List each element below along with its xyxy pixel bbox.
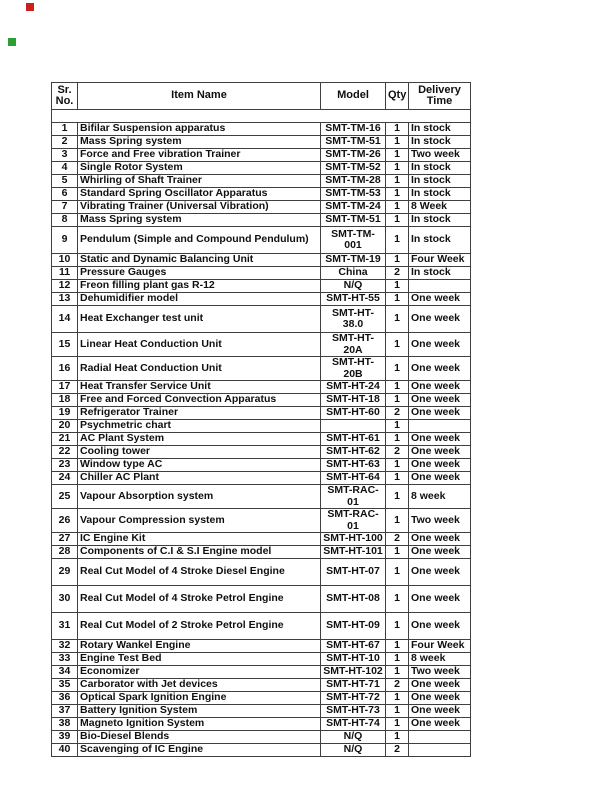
cell-model: SMT-HT-74 [321,718,386,731]
cell-model: SMT-HT-18 [321,394,386,407]
cell-delivery-time: In stock [409,123,471,136]
cell-model: SMT-HT-62 [321,446,386,459]
cell-sr-no: 33 [52,653,78,666]
cell-sr-no: 26 [52,509,78,533]
cell-item-name: Standard Spring Oscillator Apparatus [78,188,321,201]
cell-qty: 1 [386,653,409,666]
cell-model: SMT-RAC-01 [321,509,386,533]
cell-model: N/Q [321,280,386,293]
cell-sr-no: 27 [52,533,78,546]
cell-delivery-time: Four Week [409,640,471,653]
cell-item-name: Radial Heat Conduction Unit [78,357,321,381]
cell-model: China [321,267,386,280]
cell-qty: 1 [386,227,409,254]
cell-qty: 1 [386,485,409,509]
cell-item-name: Vibrating Trainer (Universal Vibration) [78,201,321,214]
table-row [52,407,471,420]
cell-qty: 1 [386,357,409,381]
cell-model: SMT-TM-51 [321,136,386,149]
cell-qty: 1 [386,640,409,653]
cell-sr-no: 8 [52,214,78,227]
table-row [52,640,471,653]
cell-qty: 2 [386,744,409,757]
table-row [52,653,471,666]
cell-delivery-time: In stock [409,227,471,254]
cell-model: SMT-HT-73 [321,705,386,718]
cell-item-name: Vapour Compression system [78,509,321,533]
cell-item-name: Window type AC [78,459,321,472]
table-row [52,136,471,149]
cell-item-name: Real Cut Model of 2 Stroke Petrol Engine [78,613,321,640]
cell-item-name: Optical Spark Ignition Engine [78,692,321,705]
cell-model: SMT-TM-19 [321,254,386,267]
cell-sr-no: 34 [52,666,78,679]
cell-item-name: Scavenging of IC Engine [78,744,321,757]
table-row [52,613,471,640]
cell-qty: 2 [386,533,409,546]
cell-item-name: Heat Transfer Service Unit [78,381,321,394]
cell-qty: 1 [386,731,409,744]
cell-sr-no: 12 [52,280,78,293]
cell-item-name: Magneto Ignition System [78,718,321,731]
cell-sr-no: 10 [52,254,78,267]
green-square-mark [8,38,16,46]
table-row [52,459,471,472]
table-row [52,692,471,705]
cell-model: SMT-HT-101 [321,546,386,559]
cell-delivery-time: One week [409,459,471,472]
cell-delivery-time: In stock [409,136,471,149]
red-square-mark [26,3,34,11]
cell-model: SMT-HT-08 [321,586,386,613]
spacer-row [52,110,471,123]
cell-sr-no: 16 [52,357,78,381]
cell-model: SMT-HT-38.0 [321,306,386,333]
table-row [52,175,471,188]
cell-qty: 1 [386,123,409,136]
cell-delivery-time: One week [409,407,471,420]
table-body [52,123,471,757]
cell-item-name: Real Cut Model of 4 Stroke Diesel Engine [78,559,321,586]
cell-item-name: Freon filling plant gas R-12 [78,280,321,293]
cell-qty: 1 [386,201,409,214]
cell-qty: 1 [386,509,409,533]
cell-qty: 1 [386,306,409,333]
cell-delivery-time: One week [409,394,471,407]
cell-delivery-time: In stock [409,214,471,227]
cell-delivery-time: One week [409,718,471,731]
table-row [52,533,471,546]
cell-item-name: Free and Forced Convection Apparatus [78,394,321,407]
cell-delivery-time: Two week [409,666,471,679]
cell-delivery-time: In stock [409,188,471,201]
cell-sr-no: 25 [52,485,78,509]
cell-model: SMT-HT-07 [321,559,386,586]
cell-delivery-time: One week [409,357,471,381]
cell-qty: 1 [386,162,409,175]
cell-item-name: Pressure Gauges [78,267,321,280]
table-row [52,201,471,214]
table-row [52,381,471,394]
cell-qty: 1 [386,420,409,433]
cell-delivery-time: One week [409,306,471,333]
cell-sr-no: 36 [52,692,78,705]
header-row [52,83,471,110]
cell-model [321,420,386,433]
cell-delivery-time: 8 Week [409,201,471,214]
cell-sr-no: 4 [52,162,78,175]
cell-sr-no: 11 [52,267,78,280]
cell-sr-no: 20 [52,420,78,433]
equipment-table [51,82,471,757]
cell-model: SMT-HT-24 [321,381,386,394]
cell-sr-no: 13 [52,293,78,306]
cell-model: SMT-HT-20A [321,333,386,357]
cell-delivery-time [409,280,471,293]
cell-delivery-time: One week [409,472,471,485]
cell-delivery-time: In stock [409,267,471,280]
cell-qty: 1 [386,666,409,679]
cell-item-name: Components of C.I & S.I Engine model [78,546,321,559]
cell-sr-no: 22 [52,446,78,459]
cell-item-name: Real Cut Model of 4 Stroke Petrol Engine [78,586,321,613]
cell-qty: 1 [386,613,409,640]
cell-delivery-time: One week [409,705,471,718]
cell-qty: 1 [386,394,409,407]
cell-delivery-time [409,731,471,744]
col-header-delivery-time: Delivery Time [409,83,471,110]
cell-delivery-time: In stock [409,175,471,188]
cell-delivery-time: One week [409,586,471,613]
table-row [52,679,471,692]
cell-delivery-time: 8 week [409,485,471,509]
cell-delivery-time: Two week [409,149,471,162]
cell-qty: 1 [386,333,409,357]
cell-qty: 1 [386,472,409,485]
table-row [52,433,471,446]
cell-item-name: Economizer [78,666,321,679]
cell-item-name: Static and Dynamic Balancing Unit [78,254,321,267]
cell-qty: 1 [386,459,409,472]
cell-model: SMT-HT-72 [321,692,386,705]
table-row [52,705,471,718]
cell-item-name: Mass Spring system [78,136,321,149]
cell-sr-no: 2 [52,136,78,149]
cell-qty: 1 [386,136,409,149]
table-row [52,731,471,744]
spacer-cell [52,110,471,123]
cell-model: SMT-HT-100 [321,533,386,546]
cell-sr-no: 18 [52,394,78,407]
cell-qty: 1 [386,280,409,293]
cell-qty: 1 [386,175,409,188]
cell-qty: 1 [386,293,409,306]
cell-item-name: Engine Test Bed [78,653,321,666]
table-row [52,214,471,227]
cell-model: N/Q [321,744,386,757]
cell-sr-no: 3 [52,149,78,162]
cell-item-name: Force and Free vibration Trainer [78,149,321,162]
table-row [52,333,471,357]
cell-qty: 1 [386,381,409,394]
cell-delivery-time: In stock [409,162,471,175]
cell-delivery-time: One week [409,613,471,640]
cell-item-name: Refrigerator Trainer [78,407,321,420]
cell-sr-no: 21 [52,433,78,446]
cell-delivery-time: One week [409,333,471,357]
cell-model: SMT-HT-61 [321,433,386,446]
cell-sr-no: 5 [52,175,78,188]
cell-model: SMT-HT-09 [321,613,386,640]
cell-sr-no: 15 [52,333,78,357]
cell-delivery-time: One week [409,433,471,446]
cell-item-name: AC Plant System [78,433,321,446]
cell-model: SMT-HT-10 [321,653,386,666]
cell-model: SMT-TM-16 [321,123,386,136]
cell-qty: 1 [386,546,409,559]
cell-item-name: Linear Heat Conduction Unit [78,333,321,357]
cell-item-name: Battery Ignition System [78,705,321,718]
cell-model: SMT-TM-24 [321,201,386,214]
cell-model: SMT-TM-53 [321,188,386,201]
table-row [52,306,471,333]
cell-sr-no: 35 [52,679,78,692]
cell-sr-no: 1 [52,123,78,136]
table-row [52,394,471,407]
cell-sr-no: 19 [52,407,78,420]
table-row [52,420,471,433]
cell-sr-no: 31 [52,613,78,640]
cell-delivery-time: One week [409,692,471,705]
cell-item-name: Bio-Diesel Blends [78,731,321,744]
cell-qty: 1 [386,149,409,162]
cell-sr-no: 29 [52,559,78,586]
cell-sr-no: 40 [52,744,78,757]
cell-item-name: Whirling of Shaft Trainer [78,175,321,188]
table-row [52,293,471,306]
cell-delivery-time: 8 week [409,653,471,666]
cell-qty: 2 [386,679,409,692]
table-row [52,227,471,254]
cell-qty: 1 [386,214,409,227]
cell-qty: 2 [386,446,409,459]
cell-model: SMT-HT-63 [321,459,386,472]
cell-delivery-time [409,744,471,757]
table-row [52,718,471,731]
table-row [52,472,471,485]
cell-item-name: Psychmetric chart [78,420,321,433]
cell-delivery-time: One week [409,381,471,394]
cell-sr-no: 32 [52,640,78,653]
cell-model: SMT-TM-52 [321,162,386,175]
cell-sr-no: 14 [52,306,78,333]
cell-qty: 1 [386,254,409,267]
cell-sr-no: 23 [52,459,78,472]
col-header-qty: Qty [386,83,409,110]
cell-delivery-time: Four Week [409,254,471,267]
cell-qty: 1 [386,692,409,705]
table-row [52,509,471,533]
cell-model: SMT-HT-20B [321,357,386,381]
cell-delivery-time: One week [409,679,471,692]
cell-sr-no: 38 [52,718,78,731]
table-row [52,280,471,293]
cell-qty: 2 [386,407,409,420]
table-row [52,546,471,559]
cell-model: SMT-TM-28 [321,175,386,188]
table-row [52,123,471,136]
cell-delivery-time: One week [409,533,471,546]
cell-item-name: Mass Spring system [78,214,321,227]
table-row [52,559,471,586]
cell-delivery-time: One week [409,293,471,306]
cell-model: SMT-HT-67 [321,640,386,653]
col-header-item-name: Item Name [78,83,321,110]
table-row [52,485,471,509]
cell-model: SMT-HT-71 [321,679,386,692]
table-row [52,666,471,679]
cell-sr-no: 17 [52,381,78,394]
cell-delivery-time: One week [409,559,471,586]
cell-model: SMT-HT-64 [321,472,386,485]
cell-model: SMT-HT-102 [321,666,386,679]
cell-item-name: Rotary Wankel Engine [78,640,321,653]
cell-sr-no: 39 [52,731,78,744]
table-row [52,188,471,201]
cell-qty: 1 [386,188,409,201]
col-header-sr-no: Sr. No. [52,83,78,110]
cell-item-name: Chiller AC Plant [78,472,321,485]
table-row [52,357,471,381]
cell-qty: 2 [386,267,409,280]
cell-item-name: Vapour Absorption system [78,485,321,509]
cell-model: SMT-TM-26 [321,149,386,162]
cell-model: SMT-HT-60 [321,407,386,420]
cell-qty: 1 [386,433,409,446]
table-row [52,267,471,280]
table-row [52,254,471,267]
table-row [52,446,471,459]
cell-delivery-time: One week [409,446,471,459]
cell-item-name: Cooling tower [78,446,321,459]
cell-sr-no: 24 [52,472,78,485]
cell-qty: 1 [386,559,409,586]
col-header-model: Model [321,83,386,110]
cell-qty: 1 [386,705,409,718]
cell-item-name: Pendulum (Simple and Compound Pendulum) [78,227,321,254]
table-row [52,162,471,175]
table-row [52,586,471,613]
cell-item-name: Heat Exchanger test unit [78,306,321,333]
cell-qty: 1 [386,586,409,613]
cell-item-name: Carborator with Jet devices [78,679,321,692]
cell-model: SMT-HT-55 [321,293,386,306]
cell-item-name: IC Engine Kit [78,533,321,546]
cell-item-name: Single Rotor System [78,162,321,175]
cell-item-name: Dehumidifier model [78,293,321,306]
cell-sr-no: 9 [52,227,78,254]
table-row [52,744,471,757]
cell-model: SMT-TM-001 [321,227,386,254]
cell-sr-no: 28 [52,546,78,559]
cell-sr-no: 6 [52,188,78,201]
table-row [52,149,471,162]
cell-delivery-time [409,420,471,433]
cell-delivery-time: Two week [409,509,471,533]
cell-model: SMT-TM-51 [321,214,386,227]
cell-sr-no: 7 [52,201,78,214]
cell-sr-no: 30 [52,586,78,613]
cell-sr-no: 37 [52,705,78,718]
cell-delivery-time: One week [409,546,471,559]
cell-model: N/Q [321,731,386,744]
cell-qty: 1 [386,718,409,731]
cell-model: SMT-RAC-01 [321,485,386,509]
cell-item-name: Bifilar Suspension apparatus [78,123,321,136]
